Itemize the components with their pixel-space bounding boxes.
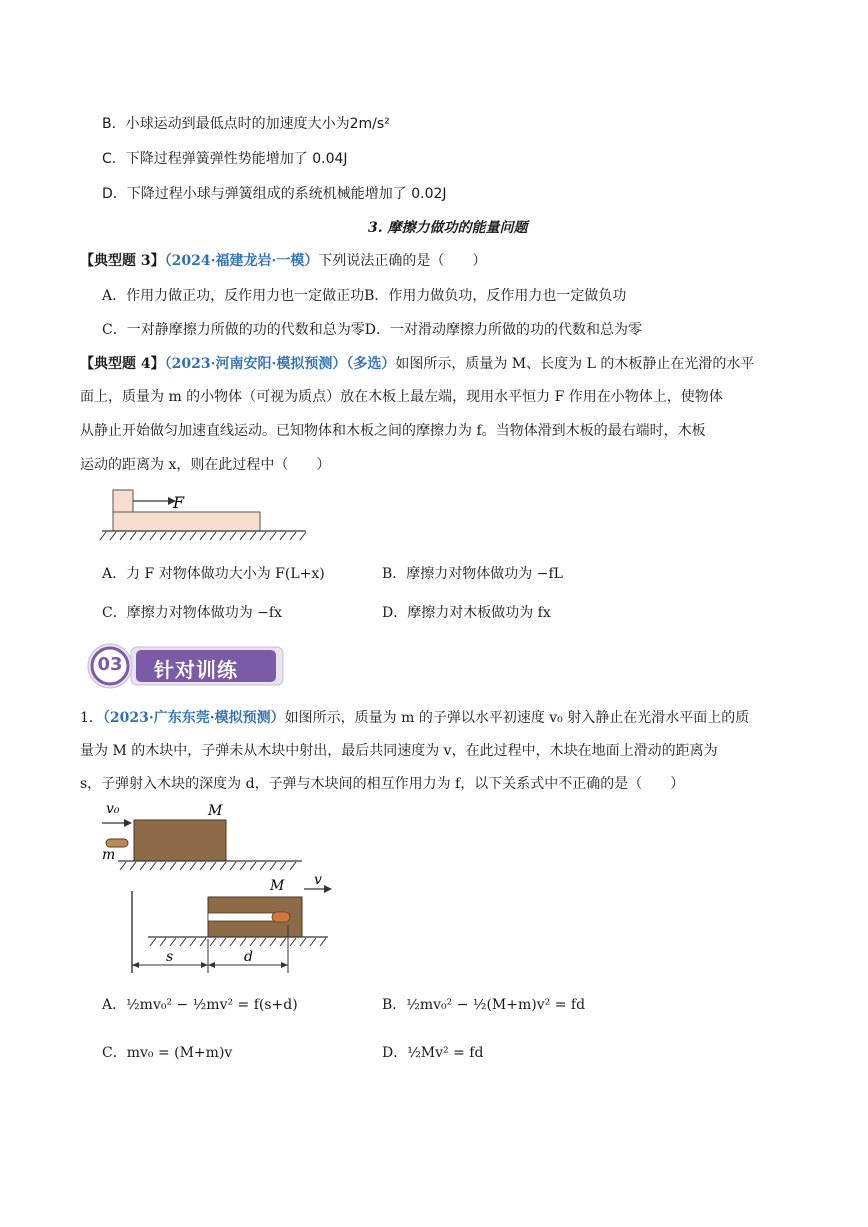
problem-source: （2023·广东东莞·模拟预测） bbox=[102, 710, 285, 726]
problem-text-line: 如图所示，质量为 m 的子弹以水平初速度 v₀ 射入静止在光滑水平面上的质 bbox=[284, 710, 750, 726]
ex4-option-c: C．摩擦力对物体做功为 −fx bbox=[102, 605, 282, 621]
option-d: D．下降过程小球与弹簧组成的系统机械能增加了 0.02J bbox=[102, 186, 447, 202]
badge-title: 针对训练 bbox=[154, 658, 238, 682]
v0-label: v₀ bbox=[106, 801, 120, 817]
block-mass-label: M bbox=[208, 803, 223, 819]
example-text-line: 如图所示，质量为 M、长度为 L 的木板静止在光滑的水平 bbox=[395, 356, 755, 372]
section-title: 3. 摩擦力做功的能量问题 bbox=[368, 220, 528, 236]
example-question: 下列说法正确的是（ ） bbox=[318, 253, 487, 269]
p1-option-a: A．½mv₀² − ½mv² = f(s+d) bbox=[102, 997, 298, 1013]
option-c: C．下降过程弹簧弹性势能增加了 0.04J bbox=[102, 151, 348, 167]
example-text-line: 从静止开始做匀加速直线运动。已知物体和木板之间的摩擦力为 f。当物体滑到木板的最右端时，木板 bbox=[80, 423, 706, 439]
example-text-line: 运动的距离为 x，则在此过程中（ ） bbox=[80, 457, 331, 473]
problem-text-line: s，子弹射入木块的深度为 d，子弹与木块间的相互作用力为 f，以下关系式中不正确的是（ ） bbox=[80, 776, 685, 792]
p1-option-b: B．½mv₀² − ½(M+m)v² = fd bbox=[382, 997, 586, 1013]
distance-s-label: s bbox=[166, 949, 174, 965]
velocity-label: v bbox=[314, 872, 322, 888]
ex4-option-b: B．摩擦力对物体做功为 −fL bbox=[382, 566, 563, 582]
option-b: B．小球运动到最低点时的加速度大小为2m/s² bbox=[102, 116, 390, 132]
bullet-mass-label: m bbox=[102, 847, 116, 863]
example-text-line: 面上，质量为 m 的小物体（可视为质点）放在木板上最左端，现用水平恒力 F 作用在小物体上，使物体 bbox=[80, 389, 723, 405]
section-badge bbox=[86, 641, 286, 689]
ex3-options-cd bbox=[102, 319, 642, 339]
problem-text-line: 量为 M 的木块中，子弹未从木块中射出，最后共同速度为 v，在此过程中，木块在地面上滑动的距离为 bbox=[80, 743, 718, 759]
ex3-option-b: B．作用力做负功，反作用力也一定做负功 bbox=[364, 288, 627, 304]
block-board-figure bbox=[98, 484, 318, 544]
problem-number: 1． bbox=[80, 710, 103, 726]
example-tag: 【典型题 3】 bbox=[80, 253, 165, 269]
problem-1 bbox=[80, 707, 749, 727]
example-3 bbox=[80, 250, 486, 270]
ex3-option-d: D．一对滑动摩擦力所做的功的代数和总为零 bbox=[364, 322, 642, 338]
bullet-block-figure bbox=[96, 797, 336, 977]
ex3-option-c: C．一对静摩擦力所做的功的代数和总为零 bbox=[102, 322, 365, 338]
p1-option-d: D．½Mv² = fd bbox=[382, 1045, 484, 1061]
example-4 bbox=[80, 353, 754, 373]
p1-option-c: C．mv₀ = (M+m)v bbox=[102, 1045, 233, 1061]
ex4-option-d: D．摩擦力对木板做功为 fx bbox=[382, 605, 551, 621]
example-tag: 【典型题 4】 bbox=[80, 356, 165, 372]
force-label: F bbox=[173, 493, 185, 512]
depth-d-label: d bbox=[244, 949, 253, 965]
example-source: （2023·河南安阳·模拟预测）（多选） bbox=[164, 356, 396, 372]
badge-number: 03 bbox=[97, 654, 123, 675]
ex3-option-a: A．作用力做正功，反作用力也一定做正功 bbox=[102, 288, 365, 304]
ex3-options-ab bbox=[102, 285, 626, 305]
example-source: （2024·福建龙岩·一模） bbox=[164, 253, 319, 269]
ex4-option-a: A．力 F 对物体做功大小为 F(L+x) bbox=[102, 566, 325, 582]
block-mass-label: M bbox=[270, 878, 285, 894]
